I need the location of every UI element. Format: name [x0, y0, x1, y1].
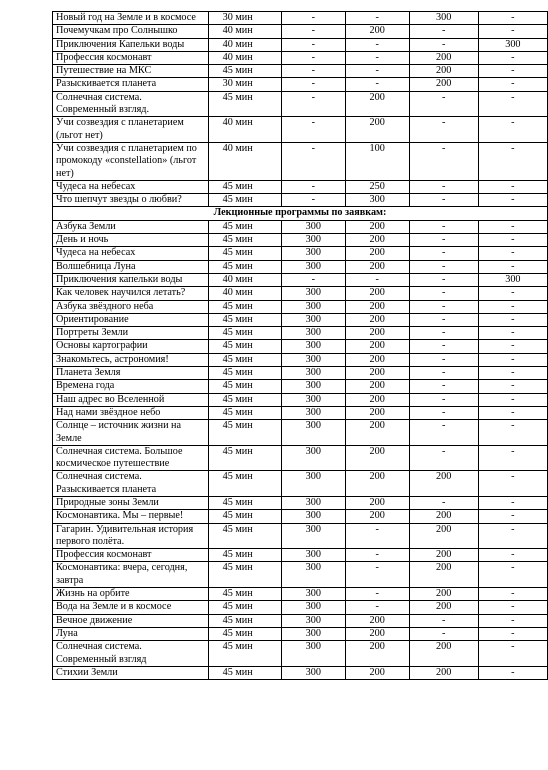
duration-cell: 45 мин	[208, 627, 281, 640]
program-name: Планета Земля	[53, 367, 209, 380]
price-cell: 200	[409, 78, 478, 91]
price-cell: -	[409, 234, 478, 247]
price-cell: 200	[345, 380, 409, 393]
table-row	[53, 287, 548, 300]
price-cell: -	[409, 627, 478, 640]
price-cell: 300	[281, 666, 345, 679]
price-cell: 200	[345, 510, 409, 523]
program-name: Учи созвездия с планетарием по промокоду «constellation» (льгот нет)	[53, 142, 209, 180]
price-cell: -	[478, 117, 547, 143]
price-cell: 300	[281, 353, 345, 366]
duration-cell: 30 мин	[208, 78, 281, 91]
program-name: Луна	[53, 627, 209, 640]
table-row	[53, 367, 548, 380]
price-cell: 300	[281, 614, 345, 627]
duration-cell: 45 мин	[208, 380, 281, 393]
table-row	[53, 340, 548, 353]
price-cell: -	[478, 234, 547, 247]
price-cell: 200	[345, 666, 409, 679]
price-cell: 200	[409, 51, 478, 64]
table-row	[53, 588, 548, 601]
price-cell: 200	[345, 313, 409, 326]
table-row	[53, 523, 548, 549]
program-name: Профессия космонавт	[53, 51, 209, 64]
duration-cell: 45 мин	[208, 247, 281, 260]
price-cell: 300	[281, 471, 345, 497]
table-row	[53, 91, 548, 117]
duration-cell: 45 мин	[208, 641, 281, 667]
duration-cell: 45 мин	[208, 340, 281, 353]
price-cell: -	[281, 273, 345, 286]
price-cell: 200	[409, 510, 478, 523]
price-cell: 200	[345, 641, 409, 667]
price-cell: -	[345, 549, 409, 562]
price-cell: 200	[409, 562, 478, 588]
price-cell: -	[409, 327, 478, 340]
price-cell: -	[281, 65, 345, 78]
price-cell: 300	[281, 523, 345, 549]
price-cell: 200	[345, 91, 409, 117]
price-cell: -	[478, 142, 547, 180]
program-name: Чудеса на небесах	[53, 247, 209, 260]
program-name: Времена года	[53, 380, 209, 393]
section-heading-row	[53, 207, 548, 220]
price-cell: 300	[281, 562, 345, 588]
price-cell: -	[345, 562, 409, 588]
table-row	[53, 601, 548, 614]
price-cell: -	[478, 340, 547, 353]
price-cell: -	[478, 380, 547, 393]
price-cell: -	[409, 25, 478, 38]
price-cell: -	[281, 142, 345, 180]
price-cell: 200	[409, 549, 478, 562]
price-cell: -	[345, 78, 409, 91]
program-name: Над нами звёздное небо	[53, 406, 209, 419]
price-cell: -	[478, 496, 547, 509]
price-cell: -	[409, 38, 478, 51]
price-cell: -	[409, 380, 478, 393]
program-name: Учи созвездия с планетарием (льгот нет)	[53, 117, 209, 143]
price-cell: 300	[281, 406, 345, 419]
price-cell: 300	[281, 496, 345, 509]
table-row	[53, 627, 548, 640]
price-cell: -	[281, 51, 345, 64]
price-cell: -	[409, 353, 478, 366]
program-name: Почемучкам про Солнышко	[53, 25, 209, 38]
price-cell: -	[409, 117, 478, 143]
table-row	[53, 12, 548, 25]
table-row	[53, 562, 548, 588]
price-cell: -	[281, 91, 345, 117]
price-cell: 300	[281, 510, 345, 523]
price-cell: 300	[281, 313, 345, 326]
price-cell: -	[409, 220, 478, 233]
duration-cell: 45 мин	[208, 588, 281, 601]
program-name: Солнечная система. Современный взгляд	[53, 641, 209, 667]
price-cell: -	[478, 523, 547, 549]
price-cell: -	[478, 287, 547, 300]
price-cell: -	[478, 194, 547, 207]
price-cell: -	[478, 445, 547, 471]
price-cell: 300	[281, 300, 345, 313]
price-cell: 200	[345, 25, 409, 38]
duration-cell: 45 мин	[208, 300, 281, 313]
price-cell: -	[478, 353, 547, 366]
price-cell: -	[478, 614, 547, 627]
price-cell: 300	[345, 194, 409, 207]
table-row	[53, 234, 548, 247]
price-cell: -	[409, 313, 478, 326]
program-name: Ориентирование	[53, 313, 209, 326]
price-table-body-top	[53, 12, 548, 207]
table-row	[53, 273, 548, 286]
duration-cell: 45 мин	[208, 91, 281, 117]
duration-cell: 40 мин	[208, 51, 281, 64]
duration-cell: 45 мин	[208, 523, 281, 549]
duration-cell: 45 мин	[208, 367, 281, 380]
duration-cell: 40 мин	[208, 25, 281, 38]
duration-cell: 45 мин	[208, 420, 281, 446]
program-name: Космонавтика: вчера, сегодня, завтра	[53, 562, 209, 588]
price-cell: -	[281, 180, 345, 193]
price-cell: -	[409, 260, 478, 273]
price-cell: -	[345, 12, 409, 25]
table-row	[53, 300, 548, 313]
price-cell: -	[409, 273, 478, 286]
price-cell: -	[478, 220, 547, 233]
table-row	[53, 510, 548, 523]
table-row	[53, 471, 548, 497]
table-row	[53, 142, 548, 180]
program-name: Разыскивается планета	[53, 78, 209, 91]
program-name: Азбука Земли	[53, 220, 209, 233]
price-cell: 200	[409, 641, 478, 667]
price-cell: -	[478, 367, 547, 380]
duration-cell: 45 мин	[208, 65, 281, 78]
price-cell: -	[409, 393, 478, 406]
price-cell: -	[478, 549, 547, 562]
program-name: Знакомьтесь, астрономия!	[53, 353, 209, 366]
table-row	[53, 496, 548, 509]
price-cell: -	[409, 180, 478, 193]
price-cell: -	[478, 588, 547, 601]
price-cell: 200	[345, 471, 409, 497]
duration-cell: 45 мин	[208, 327, 281, 340]
price-cell: 200	[409, 588, 478, 601]
program-name: Космонавтика. Мы – первые!	[53, 510, 209, 523]
table-row	[53, 614, 548, 627]
duration-cell: 45 мин	[208, 549, 281, 562]
price-cell: 200	[409, 65, 478, 78]
price-cell: 200	[345, 340, 409, 353]
duration-cell: 45 мин	[208, 510, 281, 523]
duration-cell: 45 мин	[208, 220, 281, 233]
price-cell: -	[281, 194, 345, 207]
price-cell: -	[478, 641, 547, 667]
duration-cell: 45 мин	[208, 614, 281, 627]
price-cell: 200	[345, 220, 409, 233]
price-cell: -	[409, 406, 478, 419]
table-row	[53, 25, 548, 38]
price-cell: -	[478, 406, 547, 419]
price-cell: 200	[345, 300, 409, 313]
price-cell: -	[409, 445, 478, 471]
table-row	[53, 353, 548, 366]
program-name: Вода на Земле и в космосе	[53, 601, 209, 614]
table-row	[53, 327, 548, 340]
price-cell: 200	[345, 393, 409, 406]
program-name: Солнечная система. Большое космическое путешествие	[53, 445, 209, 471]
price-cell: -	[409, 300, 478, 313]
price-cell: 250	[345, 180, 409, 193]
price-cell: -	[478, 91, 547, 117]
price-table-body-bottom	[53, 220, 548, 679]
price-cell: -	[409, 614, 478, 627]
price-cell: 200	[345, 614, 409, 627]
duration-cell: 45 мин	[208, 194, 281, 207]
price-cell: 300	[478, 273, 547, 286]
price-cell: -	[345, 588, 409, 601]
program-name: Солнечная система. Современный взгляд.	[53, 91, 209, 117]
program-name: Гагарин. Удивительная история первого полёта.	[53, 523, 209, 549]
program-name: Волшебница Луна	[53, 260, 209, 273]
price-cell: 200	[409, 471, 478, 497]
program-name: Как человек научился летать?	[53, 287, 209, 300]
price-cell: 200	[345, 445, 409, 471]
table-row	[53, 117, 548, 143]
price-cell: -	[409, 247, 478, 260]
price-table	[52, 11, 548, 680]
program-name: Приключения Капельки воды	[53, 38, 209, 51]
price-cell: 200	[409, 666, 478, 679]
price-cell: 300	[281, 588, 345, 601]
program-name: Профессия космонавт	[53, 549, 209, 562]
program-name: Портреты Земли	[53, 327, 209, 340]
price-cell: 300	[281, 627, 345, 640]
price-cell: -	[409, 91, 478, 117]
table-row	[53, 641, 548, 667]
price-cell: -	[345, 65, 409, 78]
program-name: Жизнь на орбите	[53, 588, 209, 601]
price-cell: 200	[345, 496, 409, 509]
table-row	[53, 38, 548, 51]
program-name: Наш адрес во Вселенной	[53, 393, 209, 406]
table-row	[53, 549, 548, 562]
table-row	[53, 313, 548, 326]
price-cell: 300	[281, 367, 345, 380]
price-cell: 200	[345, 367, 409, 380]
price-cell: 200	[345, 234, 409, 247]
section-heading: Лекционные программы по заявкам:	[53, 207, 548, 220]
price-cell: -	[409, 142, 478, 180]
price-cell: 300	[281, 445, 345, 471]
duration-cell: 40 мин	[208, 287, 281, 300]
table-row	[53, 666, 548, 679]
price-cell: 200	[345, 117, 409, 143]
table-row	[53, 78, 548, 91]
price-cell: -	[478, 420, 547, 446]
price-cell: -	[478, 327, 547, 340]
price-cell: 200	[409, 601, 478, 614]
duration-cell: 40 мин	[208, 273, 281, 286]
price-cell: -	[478, 601, 547, 614]
price-cell: -	[478, 25, 547, 38]
price-cell: 300	[281, 247, 345, 260]
price-cell: -	[478, 562, 547, 588]
duration-cell: 45 мин	[208, 406, 281, 419]
price-cell: 300	[281, 260, 345, 273]
duration-cell: 45 мин	[208, 393, 281, 406]
duration-cell: 45 мин	[208, 601, 281, 614]
duration-cell: 45 мин	[208, 471, 281, 497]
price-cell: 300	[281, 340, 345, 353]
price-cell: -	[478, 12, 547, 25]
duration-cell: 45 мин	[208, 445, 281, 471]
price-cell: 300	[281, 327, 345, 340]
table-row	[53, 51, 548, 64]
price-cell: -	[281, 38, 345, 51]
price-cell: -	[478, 510, 547, 523]
price-cell: 300	[478, 38, 547, 51]
price-cell: 300	[281, 220, 345, 233]
price-cell: 200	[345, 287, 409, 300]
price-cell: 100	[345, 142, 409, 180]
table-row	[53, 445, 548, 471]
price-cell: -	[281, 25, 345, 38]
price-cell: -	[345, 51, 409, 64]
table-row	[53, 180, 548, 193]
price-cell: -	[281, 117, 345, 143]
price-cell: -	[478, 247, 547, 260]
price-cell: 300	[281, 420, 345, 446]
price-cell: 200	[345, 353, 409, 366]
price-cell: -	[478, 393, 547, 406]
duration-cell: 45 мин	[208, 666, 281, 679]
price-cell: -	[409, 496, 478, 509]
program-name: Вечное движение	[53, 614, 209, 627]
table-row	[53, 260, 548, 273]
price-cell: -	[478, 78, 547, 91]
program-name: День и ночь	[53, 234, 209, 247]
duration-cell: 45 мин	[208, 180, 281, 193]
price-cell: -	[478, 666, 547, 679]
program-name: Природные зоны Земли	[53, 496, 209, 509]
program-name: Чудеса на небесах	[53, 180, 209, 193]
price-cell: 200	[345, 260, 409, 273]
duration-cell: 45 мин	[208, 562, 281, 588]
price-cell: -	[281, 78, 345, 91]
program-name: Новый год на Земле и в космосе	[53, 12, 209, 25]
price-cell: 300	[281, 287, 345, 300]
price-cell: 300	[281, 234, 345, 247]
price-cell: 200	[345, 406, 409, 419]
price-cell: -	[478, 627, 547, 640]
price-cell: 200	[345, 327, 409, 340]
price-cell: -	[409, 420, 478, 446]
program-name: Азбука звёздного неба	[53, 300, 209, 313]
price-cell: -	[409, 194, 478, 207]
price-cell: -	[345, 38, 409, 51]
duration-cell: 40 мин	[208, 38, 281, 51]
price-cell: 300	[409, 12, 478, 25]
price-cell: -	[478, 180, 547, 193]
program-name: Стихии Земли	[53, 666, 209, 679]
price-cell: -	[478, 260, 547, 273]
price-table-section	[53, 207, 548, 220]
table-row	[53, 380, 548, 393]
price-cell: -	[478, 300, 547, 313]
price-cell: -	[281, 12, 345, 25]
price-cell: -	[478, 51, 547, 64]
price-cell: -	[345, 601, 409, 614]
price-cell: -	[409, 287, 478, 300]
price-cell: -	[409, 367, 478, 380]
program-name: Путешествие на МКС	[53, 65, 209, 78]
duration-cell: 45 мин	[208, 353, 281, 366]
duration-cell: 45 мин	[208, 496, 281, 509]
program-name: Основы картографии	[53, 340, 209, 353]
table-row	[53, 406, 548, 419]
price-cell: 200	[409, 523, 478, 549]
table-row	[53, 65, 548, 78]
price-cell: 300	[281, 601, 345, 614]
program-name: Солнце – источник жизни на Земле	[53, 420, 209, 446]
table-row	[53, 420, 548, 446]
price-cell: -	[478, 65, 547, 78]
price-cell: 300	[281, 393, 345, 406]
program-name: Приключения капельки воды	[53, 273, 209, 286]
price-cell: -	[345, 523, 409, 549]
price-cell: -	[409, 340, 478, 353]
duration-cell: 45 мин	[208, 260, 281, 273]
price-cell: 300	[281, 641, 345, 667]
price-cell: -	[345, 273, 409, 286]
price-cell: 200	[345, 247, 409, 260]
duration-cell: 45 мин	[208, 234, 281, 247]
duration-cell: 40 мин	[208, 117, 281, 143]
table-row	[53, 393, 548, 406]
duration-cell: 30 мин	[208, 12, 281, 25]
table-row	[53, 194, 548, 207]
price-cell: -	[478, 471, 547, 497]
price-cell: 200	[345, 627, 409, 640]
duration-cell: 40 мин	[208, 142, 281, 180]
price-cell: 300	[281, 549, 345, 562]
price-cell: -	[478, 313, 547, 326]
duration-cell: 45 мин	[208, 313, 281, 326]
price-cell: 200	[345, 420, 409, 446]
price-cell: 300	[281, 380, 345, 393]
table-row	[53, 247, 548, 260]
program-name: Что шепчут звезды о любви?	[53, 194, 209, 207]
table-row	[53, 220, 548, 233]
program-name: Солнечная система. Разыскивается планета	[53, 471, 209, 497]
